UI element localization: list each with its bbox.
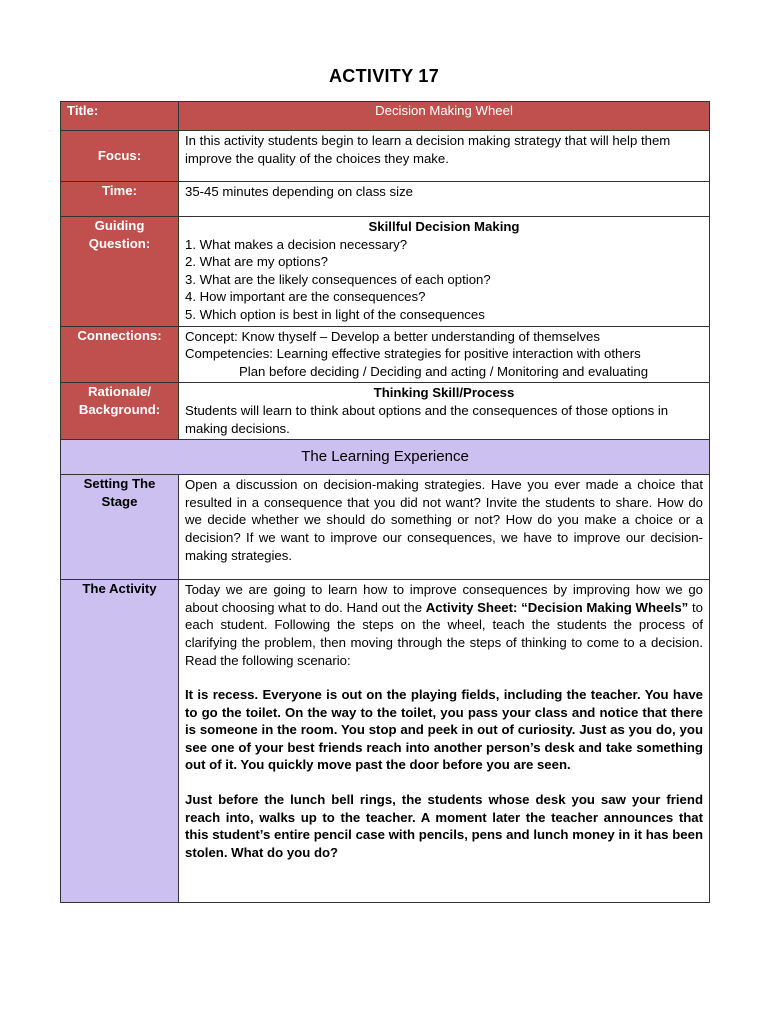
focus-label: Focus: bbox=[61, 131, 179, 182]
guiding-label-line2: Question: bbox=[88, 235, 151, 251]
guiding-row bbox=[61, 217, 710, 327]
rationale-text: Students will learn to think about options and the consequences of those options in making decisions. bbox=[185, 402, 669, 436]
learning-experience-heading: The Learning Experience bbox=[61, 440, 710, 475]
activity-table bbox=[60, 101, 710, 903]
time-row bbox=[61, 182, 710, 217]
scenario-paragraph-2: Just before the lunch bell rings, the students whose desk you saw your friend reach into, walks up to the teacher. A moment later the teacher announces that this student’s entire pencil case with pencils, pens and lunch money in it has been stolen. What do you do? bbox=[185, 792, 703, 860]
connections-content bbox=[179, 326, 710, 383]
title-label: Title: bbox=[61, 102, 179, 131]
activity-intro bbox=[185, 581, 703, 669]
connections-line2: Competencies: Learning effective strategies for positive interaction with others bbox=[185, 346, 641, 362]
guiding-item-2: 2. What are my options? bbox=[185, 254, 328, 270]
activity-row bbox=[61, 580, 710, 903]
guiding-label-line1: Guiding bbox=[94, 218, 145, 233]
rationale-label bbox=[61, 383, 179, 440]
focus-row bbox=[61, 131, 710, 182]
guiding-item-3: 3. What are the likely consequences of each option? bbox=[185, 271, 491, 287]
setting-stage-label-line1: Setting The bbox=[83, 476, 156, 492]
connections-line3: Plan before deciding / Deciding and acting / Monitoring and evaluating bbox=[239, 363, 649, 379]
rationale-label-line1: Rationale/ bbox=[87, 384, 152, 400]
activity-sheet-ref: Activity Sheet: “Decision Making Wheels” bbox=[425, 599, 689, 615]
connections-line1: Concept: Know thyself – Develop a better understanding of themselves bbox=[185, 328, 600, 344]
guiding-heading: Skillful Decision Making bbox=[368, 219, 520, 234]
page-title: ACTIVITY 17 bbox=[329, 66, 439, 86]
setting-stage-row bbox=[61, 475, 710, 580]
focus-text: In this activity students begin to learn a decision making strategy that will help them improve the quality of the choices they make. bbox=[179, 131, 710, 182]
time-text: 35-45 minutes depending on class size bbox=[179, 182, 710, 217]
activity-label: The Activity bbox=[61, 580, 179, 903]
setting-stage-label-line2: Stage bbox=[101, 493, 138, 509]
rationale-heading: Thinking Skill/Process bbox=[373, 385, 515, 401]
activity-intro-start: Today we are going to learn how to improve consequences by improving how we go about choosing what to do. Hand out the bbox=[185, 582, 703, 615]
connections-label: Connections: bbox=[61, 326, 179, 383]
rationale-row bbox=[61, 383, 710, 440]
activity-name: Decision Making Wheel bbox=[179, 102, 710, 131]
guiding-item-1: 1. What makes a decision necessary? bbox=[185, 236, 408, 252]
time-label: Time: bbox=[61, 182, 179, 217]
guiding-content bbox=[179, 217, 710, 327]
setting-stage-label bbox=[61, 475, 179, 580]
title-row bbox=[61, 102, 710, 131]
guiding-item-4: 4. How important are the consequences? bbox=[185, 289, 426, 305]
guiding-item-5: 5. Which option is best in light of the consequences bbox=[185, 306, 485, 322]
connections-row bbox=[61, 326, 710, 383]
scenario-paragraph-1: It is recess. Everyone is out on the playing fields, including the teacher. You have to go the toilet. On the way to the toilet, you pass your class and notice that there is someone in the room. You stop and peek in out of curiosity. Just as you do, you see one of your best friends reach into another person’s desk and take something out of it. You quickly move past the door before you are seen. bbox=[185, 687, 703, 773]
learning-experience-row bbox=[61, 440, 710, 475]
rationale-label-line2: Background: bbox=[78, 401, 161, 417]
setting-stage-text: Open a discussion on decision-making strategies. Have you ever made a choice that resulted in a consequence that you did not want? Invite the students to share. How do we decide whether we should do something or not? How do you make a choice or a decision? If we want to improve our consequences, we have to improve our decision-making strategies. bbox=[179, 475, 710, 580]
activity-intro-end: to each student. Following the steps on the wheel, teach the students the process of clarifying the problem, then moving through the steps of thinking to come to a decision. Read the following scenario: bbox=[185, 599, 703, 668]
rationale-content bbox=[179, 383, 710, 440]
activity-content bbox=[179, 580, 710, 903]
guiding-label bbox=[61, 217, 179, 327]
